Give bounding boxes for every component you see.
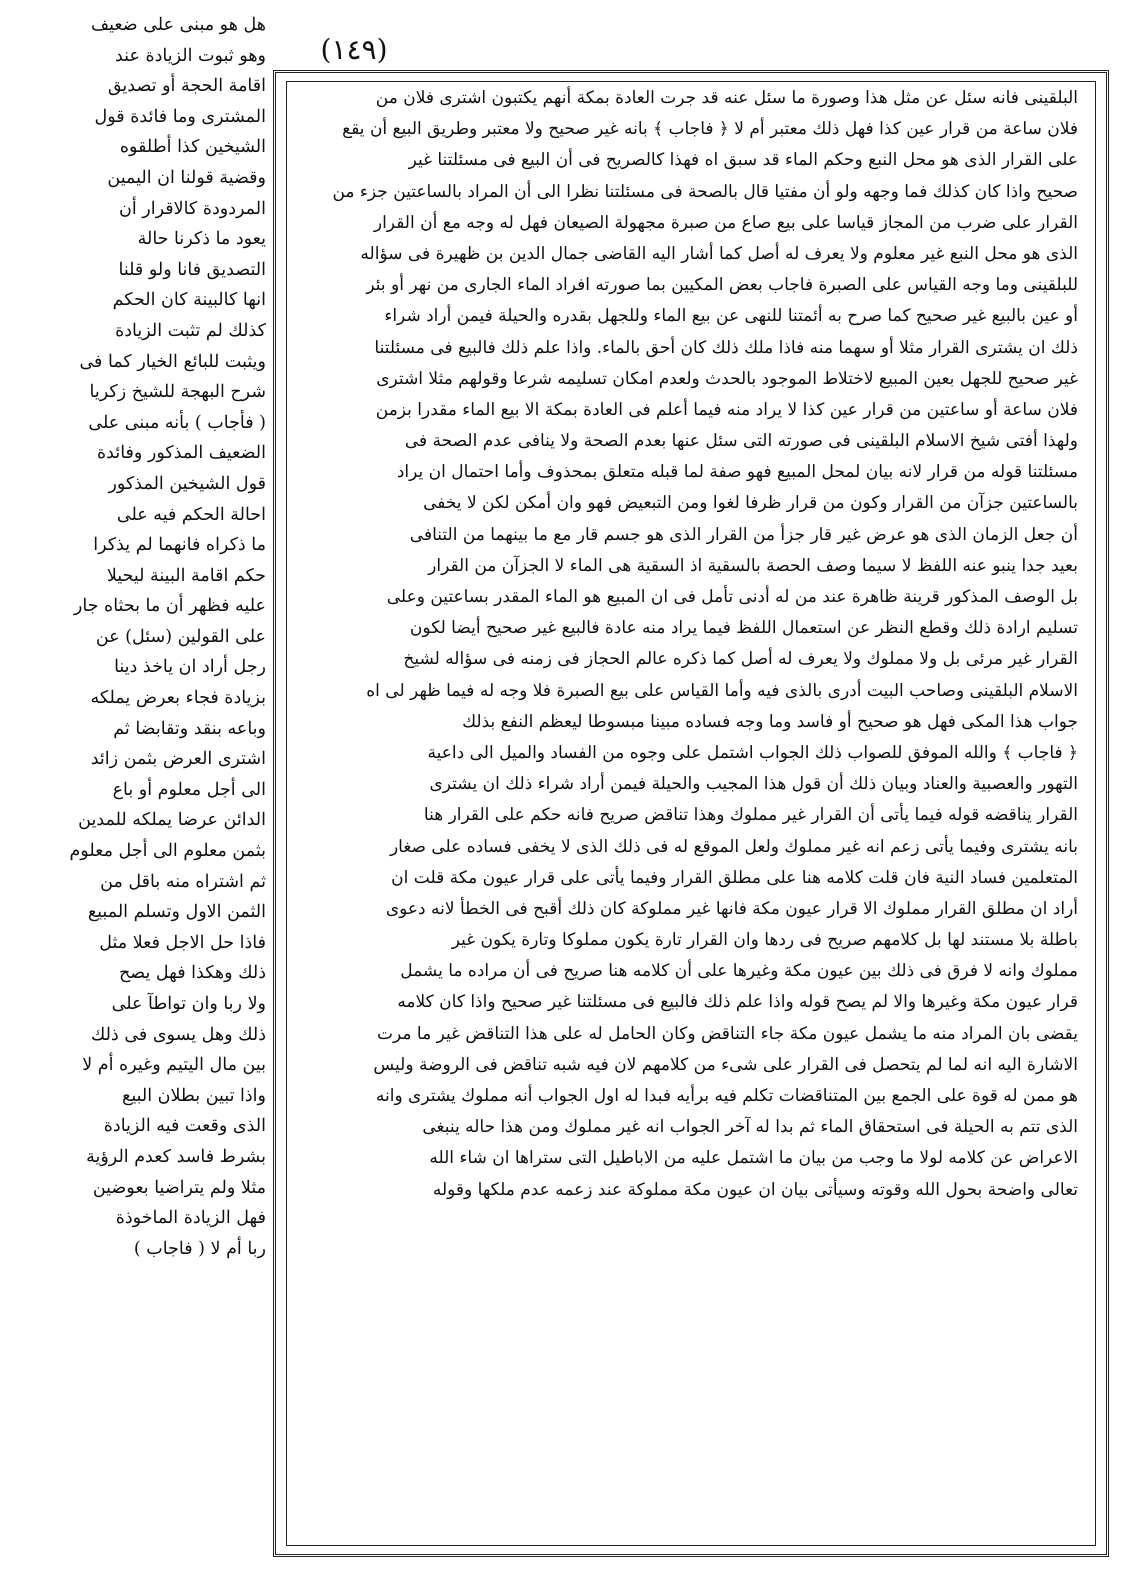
margin-text-line: اقامة الحجة أو تصديق xyxy=(107,76,266,97)
main-text-line: أو عين بالبيع غير صحيح كما صرح به أئمتنا للنهى عن بيع الماء وللجهل بقدره والحيلة فيمن أراد شراء xyxy=(384,306,1078,327)
margin-text-line: انها كالبينة كان الحكم xyxy=(112,290,266,311)
margin-text-line: الى أجل معلوم أو باع xyxy=(112,779,266,800)
main-text-body xyxy=(290,83,1078,1206)
main-text-line: الذى هو محل النبع غير معلوم ولا يعرف له أصل كما أشار اليه القاضى جمال الدين بن ظهيرة فى سؤاله xyxy=(360,243,1078,264)
margin-text-line: بشرط فاسد كعدم الرؤية xyxy=(86,1146,266,1167)
margin-text-line: ويثبت للبائع الخيار كما فى xyxy=(79,351,266,372)
main-text-line: القرار غير مرئى بل ولا مملوك ولا يعرف له أصل كما ذكره عالم الحجاز فى زمنه فى سؤاله لشيخ xyxy=(403,649,1078,670)
main-text-line: مسئلتنا قوله من قرار لانه بيان لمحل المبيع فهو صفة لما قبله متعلق بمحذوف وأما احتمال ان يراد xyxy=(396,462,1078,483)
margin-text-line: ما ذكراه فانهما لم يذكرا xyxy=(93,535,266,556)
margin-text-line: ولا ربا وان تواطآ على xyxy=(111,994,266,1014)
margin-text-line: ربا أم لا ( فاجاب ) xyxy=(133,1238,266,1259)
main-text-line: هو ممن له قوة على الجمع بين المتناقضات تكلم فيه برأيه فبدا له اول الجواب أنه مملوك يشترى وانه xyxy=(375,1086,1078,1106)
main-text-line: على القرار الذى هو محل النبع وحكم الماء قد سبق اه فهذا كالصريح فى أن البيع فى مسئلتنا غير xyxy=(408,150,1078,171)
main-text-line: بل الوصف المذكور قرينة ظاهرة عند من له أدنى تأمل فى ان المبيع هو الماء المقدر بساعتين وعلى xyxy=(386,587,1078,607)
main-text-line: مملوك وانه لا فرق فى ذلك بين عيون مكة وغيرها على أن كلامه هنا صريح فى أن مراده ما يشمل xyxy=(400,961,1078,982)
margin-text-line: ثم اشتراه منه باقل من xyxy=(100,871,266,892)
main-text-line: الاشارة اليه انه لما لم يتحصل فى القرار على شىء من كلامهم لان فيه شبه تناقض فى الروضة وليس xyxy=(373,1054,1078,1075)
page-number: (١٤٩) xyxy=(320,33,388,66)
margin-text-line: الدائن عرضا يملكه للمدين xyxy=(78,810,266,831)
main-text-frame xyxy=(273,70,1109,1557)
main-text-line: الاسلام البلقينى وصاحب البيت أدرى بالذى فيه وأما القياس على بيع الصبرة فلا وجه له فيما ظهر لى اه xyxy=(366,680,1078,701)
main-text-line: غير صحيح للجهل بعين المبيع لاختلاط الموجود بالحدث ولعدم امكان تسليمه شرعا وقولهم مثلا اشترى xyxy=(376,368,1078,389)
main-text-line: باطلة بلا مستند لها بل كلامهم صريح فى ردها وان القرار تارة يكون مملوكا وتارة يكون غير xyxy=(451,930,1078,951)
margin-text-line: الثمن الاول وتسلم المبيع xyxy=(87,902,266,923)
main-text-line: قرار عيون مكة وغيرها والا لم يصح قوله واذا علم ذلك فالبيع فى مسئلتنا غير صحيح واذا كان كلامه xyxy=(397,992,1078,1013)
margin-text-line: بزيادة فجاء بعرض يملكه xyxy=(90,688,266,709)
margin-text-line: الشيخين كذا أطلقوه xyxy=(119,137,266,158)
margin-text-line: فاذا حل الاجل فعلا مثل xyxy=(99,932,266,953)
main-text-line: للبلقينى وما وجه القياس على الصبرة فاجاب بعض المكيين بما صورته افراد الماء الجارى من نهر أو بئر xyxy=(366,275,1078,296)
main-text-line: بانه يشترى وفيما يأتى زعم انه غير مملوك ولعل الموقع له فى ذلك الذى لا يخفى فساده على صغار xyxy=(389,836,1078,857)
margin-text-line: حكم اقامة البينة ليحيلا xyxy=(106,565,266,586)
margin-text-line: وقضية قولنا ان اليمين xyxy=(107,167,266,188)
margin-text-line: ( فأجاب ) بأنه مبنى على xyxy=(88,412,266,433)
margin-text-line: وباعه بنقد وتقابضا ثم xyxy=(113,718,266,739)
margin-text-line: التصديق فانا ولو قلنا xyxy=(118,259,266,280)
margin-text-line: رجل أراد ان ياخذ دينا xyxy=(114,657,266,678)
main-text-line: القرار يناقضه قوله فيما يأتى أن القرار غير مملوك وهذا تناقض صريح فانه حكم على القرار هنا xyxy=(423,805,1078,826)
main-text-line: ﴿ فاجاب ﴾ والله الموفق للصواب ذلك الجواب اشتمل على وجوه من الفساد والميل الى داعية xyxy=(427,742,1078,763)
margin-text-line: يعود ما ذكرنا حالة xyxy=(137,229,266,250)
margin-text-line: بثمن معلوم الى أجل معلوم xyxy=(69,841,266,862)
main-text-line: تعالى واضحة بحول الله وقوته وسيأتى بيان ان عيون مكة مملوكة عند زعمه عدم ملكها وقوله xyxy=(432,1179,1078,1200)
main-text-line: المتعلمين فساد النية فان قلت كلامه هنا على مطلق القرار وفيما يأتى على قرار عيون مكة قلت ان xyxy=(391,867,1078,888)
margin-text-line: الذى وقعت فيه الزيادة xyxy=(103,1116,266,1137)
main-text-line: الذى تتم به الحيلة فى استحقاق الماء ثم بدا له آخر الجواب انه غير مملوك ومن هذا حاله ينبغى xyxy=(422,1117,1078,1138)
main-text-line: تسليم ارادة ذلك وقطع النظر عن استعمال اللفظ فيما يراد منه عادة فالبيع غير صحيح أيضا لكون xyxy=(409,618,1078,639)
main-text-line: فلان ساعة أو ساعتين من قرار عين كذا لا يراد منه فيما أعلم فى العادة بمكة الا بيع الماء مقدرا بزمن xyxy=(375,399,1078,420)
main-text-line: أراد ان مطلق القرار مملوك الا قرار عيون مكة فانها غير مملوكة كان ذلك أقبح فى الخطأ لانه دعوى xyxy=(385,898,1078,919)
margin-text-line: كذلك لم تثبت الزيادة xyxy=(115,320,266,341)
margin-text-line: المردودة كالاقرار أن xyxy=(119,198,266,219)
margin-text-line: ذلك وهل يسوى فى ذلك xyxy=(90,1024,266,1045)
main-text-line: البلقينى فانه سئل عن مثل هذا وصورة ما سئل عنه قد جرت العادة بمكة أنهم يكتبون اشترى فلان من xyxy=(375,88,1078,108)
margin-text-line: احالة الحكم فيه على xyxy=(116,504,266,525)
main-text-line: صحيح واذا كان كذلك فما وجهه ولو أن مفتيا قال بالصحة فى مسئلتنا نظرا الى أن المراد بالساعتين جزء من xyxy=(332,181,1078,202)
margin-text-line: مثلا ولم يتراضيا بعوضين xyxy=(92,1177,266,1198)
main-text-line: الاعراض عن كلامه لولا ما وجب من بيان ما اشتمل عليه من الاباطيل التى ستراها ان شاء الله xyxy=(429,1148,1078,1169)
margin-commentary xyxy=(8,10,266,1264)
main-text-line: بالساعتين جزآن من القرار وكون من قرار ظرفا لغوا ومن التبعيض فهو وان أمكن لكن لا يخفى xyxy=(423,493,1078,514)
margin-text-line: ذلك وهكذا فهل يصح xyxy=(119,963,266,984)
margin-text-line: هل هو مبنى على ضعيف xyxy=(90,15,266,35)
margin-text-line: عليه فظهر أن ما بحثاه جار xyxy=(73,596,266,617)
main-text-line: بعيد جدا ينبو عنه اللفظ لا سيما وصف الحصة بالسقية اذ السقية هى الماء لا الجزآن من القرار xyxy=(428,555,1078,576)
margin-text-line: على القولين (سئل) عن xyxy=(95,626,266,647)
margin-text-line: شرح البهجة للشيخ زكريا xyxy=(89,382,266,403)
main-text-line: القرار على ضرب من المجاز قياسا على بيع صاع من صبرة مجهولة الصيعان فهل له وجه مع أن القرار xyxy=(373,212,1078,233)
margin-text-line: الضعيف المذكور وفائدة xyxy=(96,443,266,464)
margin-text-line: بين مال اليتيم وغيره أم لا xyxy=(82,1055,266,1076)
margin-text-line: قول الشيخين المذكور xyxy=(108,473,266,494)
main-text-line: أن جعل الزمان الذى هو عرض غير قار جزأ من القرار الذى هو جسم قار مع ما بينهما من التنافى xyxy=(409,524,1078,545)
margin-text-line: واذا تبين بطلان البيع xyxy=(122,1085,266,1106)
margin-text-line: اشترى العرض بثمن زائد xyxy=(90,749,266,770)
main-text-line: ولهذا أفتى شيخ الاسلام البلقينى فى صورته التى سئل عنها بعدم الصحة ولا ينافى عدم الصحة فى xyxy=(404,431,1078,452)
main-text-line: يقضى بان المراد منه ما يشمل عيون مكة جاء التناقض وكان الحامل له على هذا التناقض غير ما مرت xyxy=(377,1023,1078,1044)
main-text-line: فلان ساعة من قرار عين كذا فهل ذلك معتبر أم لا ﴿ فاجاب ﴾ بانه غير صحيح ولا معتبر وطريق البيع أن يقع xyxy=(342,119,1078,140)
main-text-line: جواب هذا المكى فهل هو صحيح أو فاسد وما وجه فساده مبينا مبسوطا ليعظم النفع بذلك xyxy=(462,711,1078,732)
margin-text-line: فهل الزيادة الماخوذة xyxy=(115,1208,266,1229)
margin-text-line: المشترى وما فائدة قول xyxy=(94,106,266,127)
main-text-line: التهور والعصبية والعناد وبيان ذلك أن قول هذا المجيب والحيلة فيمن أراد شراء ذلك ان يشترى xyxy=(429,774,1078,795)
margin-text-line: وهو ثبوت الزيادة عند xyxy=(115,45,266,66)
main-text-line: ذلك ان يشترى القرار مثلا أو سهما منه فاذا ملك ذلك كان أحق بالماء. واذا علم ذلك فالبيع فى مسئلتنا xyxy=(374,337,1078,358)
